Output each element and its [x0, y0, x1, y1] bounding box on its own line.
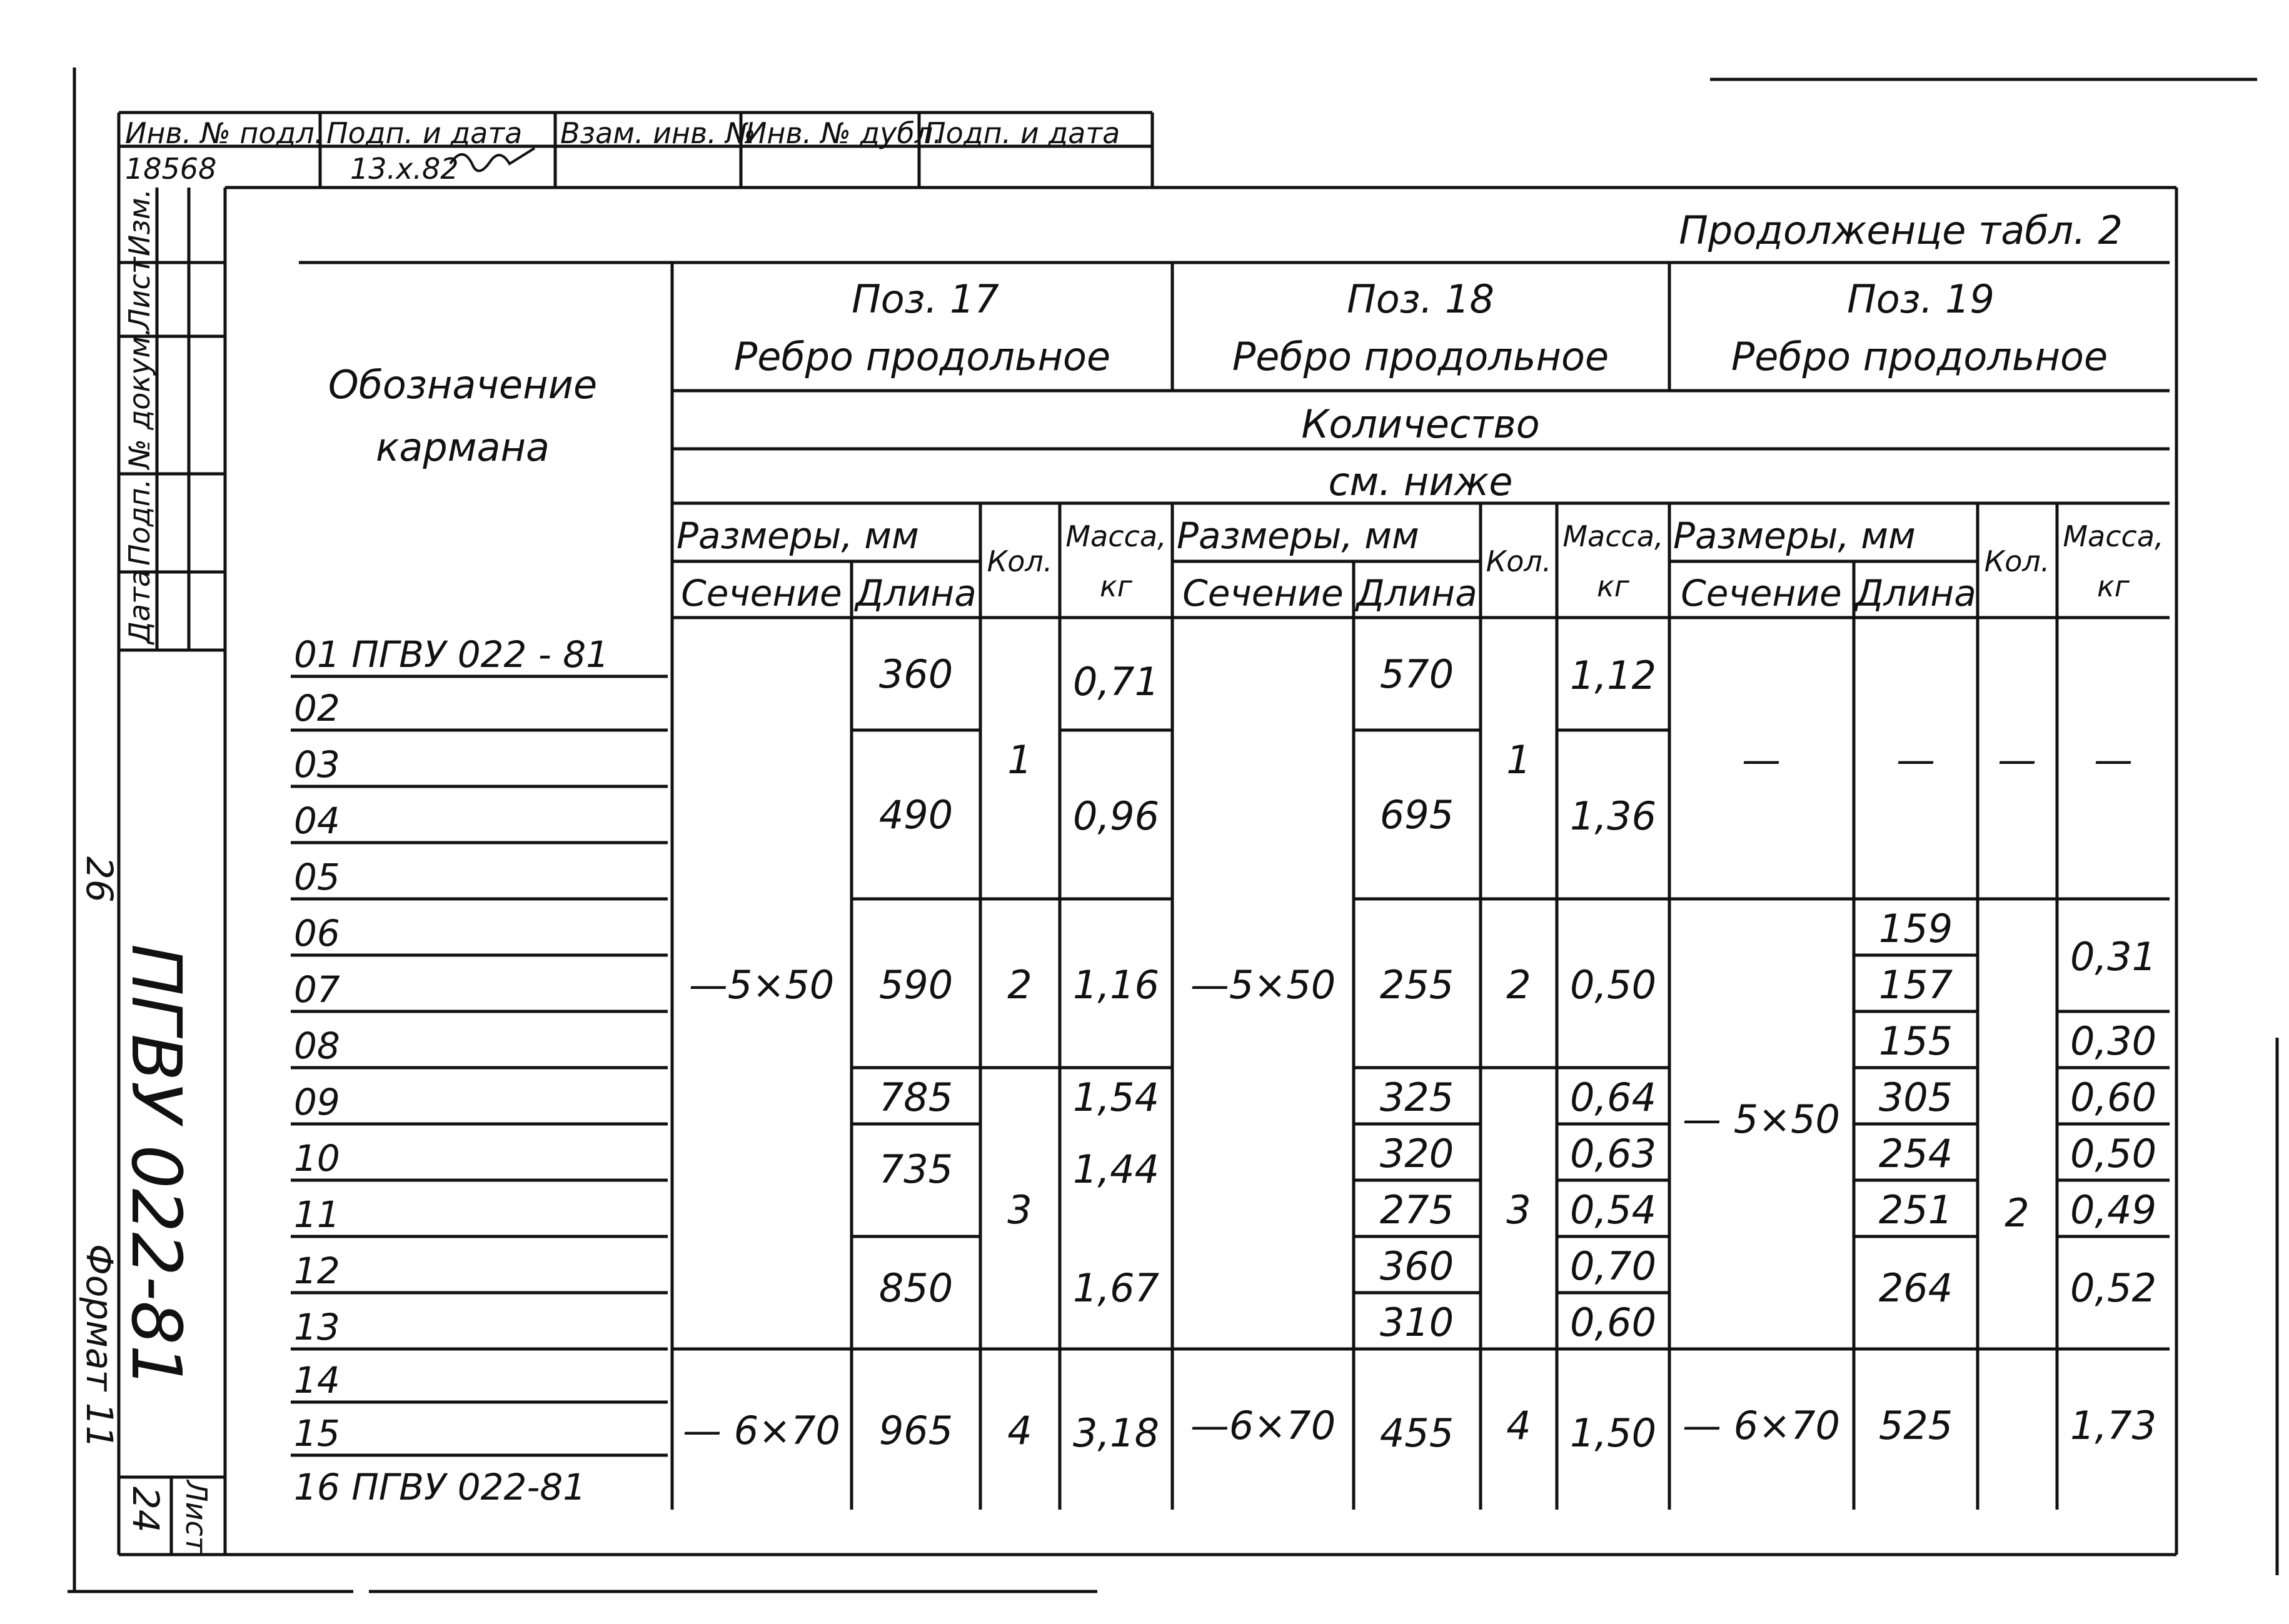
row-label-09: 09 — [294, 1081, 340, 1123]
row-label-01: 01 ПГВУ 022 - 81 — [294, 633, 610, 676]
p18-length-255: 255 — [1379, 962, 1454, 1008]
p17-length-850: 850 — [878, 1265, 953, 1311]
p19-mass-031: 0,31 — [2070, 934, 2157, 980]
p17-mass-154: 1,54 — [1072, 1075, 1160, 1120]
pos18-section-header: Сечение — [1182, 572, 1344, 614]
side-title-sign: Подп. — [123, 478, 156, 566]
row-label-08: 08 — [294, 1025, 340, 1067]
p19-length-305: 305 — [1878, 1075, 1953, 1120]
p19-mass-050: 0,50 — [2070, 1131, 2157, 1176]
p18-mass-150: 1,50 — [1569, 1410, 1657, 1456]
p19-length-157: 157 — [1878, 962, 1953, 1008]
side-title-izm: Изм. — [123, 188, 156, 256]
p19-dash-mass: — — [2094, 737, 2133, 783]
pos19-sizes-header: Размеры, мм — [1673, 514, 1916, 557]
pos18-length-header: Длина — [1356, 572, 1477, 614]
row-label-11: 11 — [294, 1193, 340, 1236]
stamp-header-sign-date: Подп. и дата — [326, 116, 523, 150]
pos19-section-header: Сечение — [1681, 572, 1842, 614]
page-number: 26 — [78, 856, 121, 903]
p19-dash-kol: — — [1998, 737, 2036, 783]
p18-length-455: 455 — [1379, 1410, 1454, 1456]
p18-length-320: 320 — [1379, 1131, 1454, 1176]
p19-mass-060: 0,60 — [2070, 1075, 2157, 1120]
pos17-label: Поз. 17 — [852, 276, 999, 322]
stamp-header-replace-inv: Взам. инв. № — [560, 116, 756, 150]
stamp-sign-date-value: 13.x.82 — [350, 152, 459, 186]
p19-mass-173: 1,73 — [2070, 1403, 2157, 1448]
doc-code-vertical: ПГВУ 022-81 — [116, 944, 196, 1389]
stamp-header-dup-inv: Инв. № дубл. — [745, 116, 942, 150]
header-designation-line2: кармана — [375, 424, 550, 470]
p18-mass-064: 0,64 — [1569, 1075, 1657, 1120]
pos18-name: Ребро продольное — [1232, 334, 1609, 379]
stamp-header-inv-no: Инв. № подл. — [125, 116, 324, 150]
p17-length-360: 360 — [878, 651, 953, 697]
row-label-07: 07 — [294, 968, 340, 1011]
p17-mass-096: 0,96 — [1072, 793, 1160, 839]
p19-length-254: 254 — [1878, 1131, 1953, 1176]
stamp-inv-no-value: 18568 — [125, 152, 217, 186]
p19-length-264: 264 — [1878, 1265, 1953, 1311]
header-designation-line1: Обозначение — [328, 362, 598, 408]
pos17-kol-header: Кол. — [987, 544, 1053, 578]
p18-mass-070: 0,70 — [1569, 1243, 1657, 1289]
pos17-kg-header: кг — [1100, 569, 1132, 603]
p19-mass-030: 0,30 — [2070, 1018, 2157, 1064]
row-label-10: 10 — [294, 1137, 340, 1180]
p19-length-159: 159 — [1878, 906, 1953, 951]
row-label-05: 05 — [294, 856, 340, 898]
pos19-mass-header: Масса, — [2063, 519, 2164, 553]
side-title-list: Лист — [123, 257, 156, 330]
p17-mass-167: 1,67 — [1072, 1265, 1160, 1311]
sheet-number: 24 — [124, 1486, 167, 1533]
p17-mass-144: 1,44 — [1072, 1146, 1160, 1192]
p17-kol-2: 2 — [1007, 962, 1032, 1008]
p18-section-6x70: —6×70 — [1190, 1403, 1336, 1448]
p17-mass-116: 1,16 — [1072, 962, 1160, 1008]
header-see-below: см. ниже — [1328, 459, 1513, 504]
pos19-kol-header: Кол. — [1984, 544, 2050, 578]
p17-kol-3: 3 — [1007, 1187, 1032, 1233]
p19-section-6x70: — 6×70 — [1683, 1403, 1840, 1448]
pos19-length-header: Длина — [1855, 572, 1976, 614]
p17-length-735: 735 — [878, 1146, 953, 1192]
p17-length-490: 490 — [878, 792, 953, 838]
signature-scribble — [450, 148, 535, 171]
p18-length-325: 325 — [1379, 1075, 1454, 1120]
p18-kol-3: 3 — [1506, 1187, 1531, 1233]
p19-kol-2: 2 — [2005, 1190, 2030, 1236]
pos17-mass-header: Масса, — [1065, 519, 1167, 553]
table-caption: Продолженце табл. 2 — [1679, 208, 2123, 253]
p19-section-5x50: — 5×50 — [1683, 1096, 1840, 1142]
row-label-12: 12 — [294, 1250, 340, 1292]
p18-section-5x50: —5×50 — [1190, 962, 1336, 1008]
pos17-length-header: Длина — [855, 572, 977, 614]
stamp-header-sign-date-2: Подп. и дата — [924, 116, 1120, 150]
p17-length-590: 590 — [878, 962, 953, 1008]
p19-mass-052: 0,52 — [2070, 1265, 2157, 1311]
pos18-kol-header: Кол. — [1486, 544, 1552, 578]
p19-length-155: 155 — [1878, 1018, 1953, 1064]
p19-length-251: 251 — [1878, 1187, 1953, 1233]
side-title-date: Дата — [123, 569, 156, 644]
p18-kol-4: 4 — [1506, 1403, 1531, 1448]
pos19-kg-header: кг — [2097, 569, 2130, 603]
row-label-14: 14 — [294, 1359, 340, 1401]
p18-length-570: 570 — [1379, 651, 1454, 697]
p18-mass-054: 0,54 — [1569, 1187, 1657, 1233]
p18-mass-060: 0,60 — [1569, 1300, 1657, 1345]
pos17-section-header: Сечение — [681, 572, 842, 614]
sheet-label: Лист — [179, 1480, 213, 1553]
header-quantity: Количество — [1301, 401, 1540, 447]
p18-length-310: 310 — [1379, 1300, 1454, 1345]
side-title-doc-no: № докум. — [123, 327, 156, 469]
row-label-02: 02 — [294, 687, 340, 729]
p17-kol-4: 4 — [1007, 1408, 1032, 1453]
p18-length-695: 695 — [1379, 792, 1454, 838]
p17-mass-071: 0,71 — [1072, 659, 1160, 704]
p18-length-275: 275 — [1379, 1187, 1454, 1233]
pos18-kg-header: кг — [1597, 569, 1629, 603]
pos19-label: Поз. 19 — [1847, 276, 1995, 322]
p18-mass-136: 1,36 — [1569, 793, 1657, 839]
p18-kol-1: 1 — [1506, 737, 1531, 783]
pos18-mass-header: Масса, — [1562, 519, 1664, 553]
p18-length-360: 360 — [1379, 1243, 1454, 1289]
p17-mass-318: 3,18 — [1072, 1410, 1160, 1456]
p19-dash-section: — — [1742, 737, 1781, 783]
p17-section-5x50: —5×50 — [688, 962, 835, 1008]
p17-length-785: 785 — [878, 1075, 953, 1120]
p19-length-525: 525 — [1878, 1403, 1953, 1448]
pos19-name: Ребро продольное — [1731, 334, 2108, 379]
pos17-sizes-header: Размеры, мм — [677, 514, 919, 557]
p18-kol-2: 2 — [1506, 962, 1531, 1008]
pos17-name: Ребро продольное — [733, 334, 1111, 379]
row-label-06: 06 — [294, 912, 340, 955]
row-label-15: 15 — [294, 1412, 340, 1455]
pos18-label: Поз. 18 — [1347, 276, 1494, 322]
p17-kol-1: 1 — [1007, 737, 1032, 783]
p17-section-6x70: — 6×70 — [683, 1408, 840, 1453]
p17-length-965: 965 — [878, 1408, 953, 1453]
p18-mass-112: 1,12 — [1569, 653, 1657, 698]
p19-mass-049: 0,49 — [2070, 1187, 2157, 1233]
row-label-04: 04 — [294, 799, 340, 842]
row-label-16: 16 ПГВУ 022-81 — [294, 1466, 586, 1508]
p18-mass-050: 0,50 — [1569, 962, 1657, 1008]
format-label: Формат 11 — [78, 1244, 121, 1449]
p19-dash-length: — — [1896, 737, 1935, 783]
row-label-13: 13 — [294, 1306, 340, 1348]
pos18-sizes-header: Размеры, мм — [1177, 514, 1419, 557]
p18-mass-063: 0,63 — [1569, 1131, 1657, 1176]
row-label-03: 03 — [294, 743, 340, 786]
